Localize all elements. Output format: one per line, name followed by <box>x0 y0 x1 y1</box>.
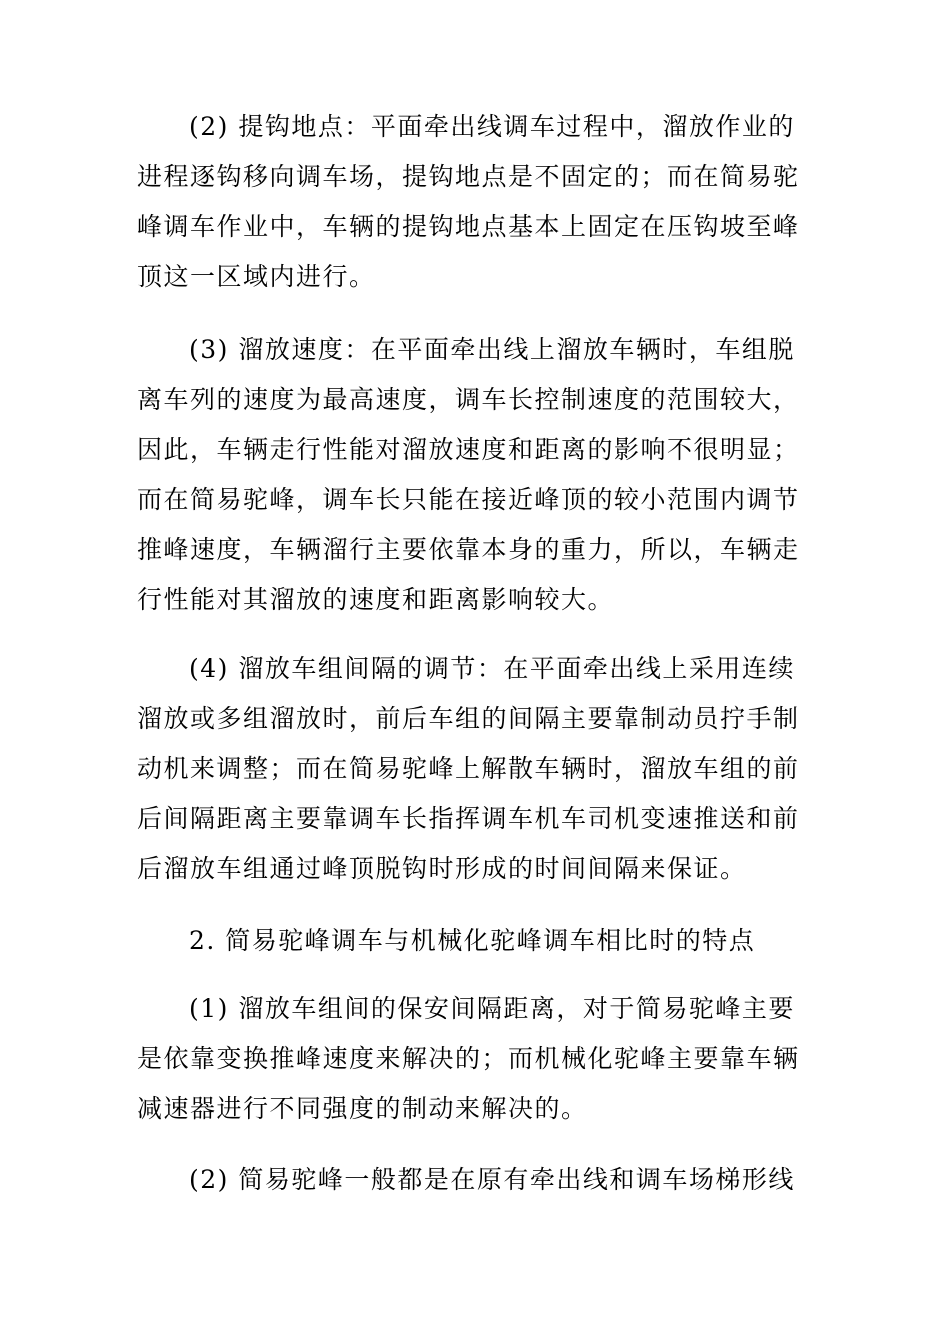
text-line: 后溜放车组通过峰顶脱钩时形成的时间间隔来保证。 <box>137 854 747 883</box>
text-line: 动机来调整；而在简易驼峰上解散车辆时，溜放车组的前 <box>137 754 800 783</box>
text-line: 进程逐钩移向调车场，提钩地点是不固定的；而在简易驼 <box>137 162 800 191</box>
text-line: (3) 溜放速度：在平面牵出线上溜放车辆时，车组脱 <box>189 335 795 364</box>
text-line: (4) 溜放车组间隔的调节：在平面牵出线上采用连续 <box>189 654 795 683</box>
text-line: 后间隔距离主要靠调车长指挥调车机车司机变速推送和前 <box>137 804 800 833</box>
text-line: 顶这一区域内进行。 <box>137 262 376 291</box>
text-line: 峰调车作业中，车辆的提钩地点基本上固定在压钩坡至峰 <box>137 212 800 241</box>
text-line: (1) 溜放车组间的保安间隔距离，对于简易驼峰主要 <box>189 994 795 1023</box>
text-line: 行性能对其溜放的速度和距离影响较大。 <box>137 585 615 614</box>
section-heading-text: 2. 简易驼峰调车与机械化驼峰调车相比时的特点 <box>189 926 756 955</box>
text-line: 溜放或多组溜放时，前后车组的间隔主要靠制动员拧手制 <box>137 704 800 733</box>
text-line: 离车列的速度为最高速度，调车长控制速度的范围较大， <box>137 385 800 414</box>
text-line: 因此，车辆走行性能对溜放速度和距离的影响不很明显； <box>137 435 800 464</box>
text-line: 推峰速度，车辆溜行主要依靠本身的重力，所以，车辆走 <box>137 535 800 564</box>
text-line: (2) 简易驼峰一般都是在原有牵出线和调车场梯形线 <box>189 1165 795 1194</box>
text-line: 减速器进行不同强度的制动来解决的。 <box>137 1094 588 1123</box>
text-line: 而在简易驼峰，调车长只能在接近峰顶的较小范围内调节 <box>137 485 800 514</box>
text-line: 是依靠变换推峰速度来解决的；而机械化驼峰主要靠车辆 <box>137 1044 800 1073</box>
text-line: (2) 提钩地点：平面牵出线调车过程中，溜放作业的 <box>189 112 795 141</box>
